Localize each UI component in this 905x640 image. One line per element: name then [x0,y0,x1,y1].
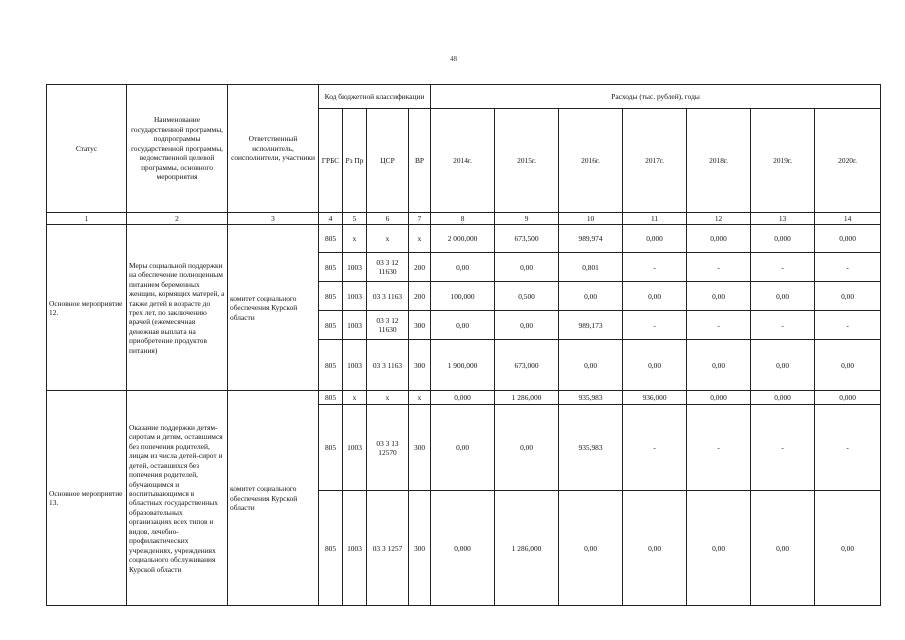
cell-value: 673,500 [495,225,559,253]
cell-value: 0,00 [559,491,623,606]
cell-csr: 03 3 1257 [367,491,409,606]
cell-value: - [623,253,687,282]
header-vr: ВР [409,109,431,213]
cell-value: 0,00 [623,282,687,311]
column-number: 3 [228,213,319,225]
header-budget-code: Код бюджетной классификации [319,85,431,109]
column-number-row [47,213,881,225]
header-row-1 [47,85,881,109]
column-number: 6 [367,213,409,225]
column-number: 10 [559,213,623,225]
measure-name: Оказание поддержки детям-сиротам и детям, оставшимся без попечения родителей, лицам из числа детей-сирот и детей, оставшихся без попечения родителей, обучающимся и воспитывающимся в областных государственных образовательных организациях всех типов и видов, лечебно-профилактических учреждениях, учреждениях социального обслуживания Курской области [127,391,228,606]
cell-value: 0,00 [687,340,751,391]
cell-value: 0,00 [751,491,815,606]
cell-value: 0,000 [751,391,815,405]
cell-value: 936,000 [623,391,687,405]
table-row [47,225,881,253]
column-number: 13 [751,213,815,225]
measure-status: Основное мероприятие 13. [47,391,127,606]
cell-rzpr: 1003 [343,405,367,491]
cell-grbs: 805 [319,391,343,405]
cell-grbs: 805 [319,491,343,606]
cell-value: - [751,405,815,491]
cell-value: 0,00 [815,491,881,606]
measure-responsible: комитет социального обеспечения Курской области [228,391,319,606]
cell-value: 100,000 [431,282,495,311]
cell-value: 0,00 [431,405,495,491]
cell-grbs: 805 [319,225,343,253]
cell-grbs: 805 [319,340,343,391]
cell-rzpr: 1003 [343,491,367,606]
cell-rzpr: 1003 [343,311,367,340]
cell-value: 935,983 [559,391,623,405]
cell-value: 0,000 [687,225,751,253]
cell-csr: 03 3 1163 [367,340,409,391]
cell-vr: 300 [409,311,431,340]
cell-vr: 300 [409,491,431,606]
cell-value: 0,00 [495,253,559,282]
column-number: 9 [495,213,559,225]
header-status: Статус [47,85,127,213]
header-year: 2020г. [815,109,881,213]
cell-csr: 03 3 12 11630 [367,311,409,340]
cell-value: 0,00 [495,311,559,340]
cell-grbs: 805 [319,253,343,282]
cell-value: 0,000 [815,225,881,253]
header-csr: ЦСР [367,109,409,213]
header-year: 2015г. [495,109,559,213]
cell-rzpr: 1003 [343,253,367,282]
cell-value: - [687,311,751,340]
cell-value: - [687,405,751,491]
cell-value: 0,00 [687,491,751,606]
cell-rzpr: 1003 [343,282,367,311]
cell-value: 673,000 [495,340,559,391]
header-year: 2014г. [431,109,495,213]
cell-value: 2 000,000 [431,225,495,253]
cell-value: 0,000 [431,391,495,405]
column-number: 8 [431,213,495,225]
cell-vr: 200 [409,253,431,282]
column-number: 12 [687,213,751,225]
cell-rzpr: х [343,225,367,253]
cell-rzpr: х [343,391,367,405]
header-year: 2016г. [559,109,623,213]
cell-value: - [623,405,687,491]
cell-value: 0,00 [559,282,623,311]
cell-csr: х [367,225,409,253]
header-expenses: Расходы (тыс. рублей), годы [431,85,881,109]
cell-value: 0,00 [431,253,495,282]
cell-value: 1 900,000 [431,340,495,391]
column-number: 4 [319,213,343,225]
header-year: 2019г. [751,109,815,213]
column-number: 7 [409,213,431,225]
header-rzpr: Рз Пр [343,109,367,213]
page-number: 48 [450,55,457,63]
cell-value: 989,974 [559,225,623,253]
cell-value: - [687,253,751,282]
cell-csr: 03 3 13 12570 [367,405,409,491]
cell-value: 0,00 [623,491,687,606]
header-year: 2017г. [623,109,687,213]
cell-vr: х [409,391,431,405]
cell-value: - [751,311,815,340]
cell-value: 0,000 [687,391,751,405]
cell-value: 1 286,000 [495,391,559,405]
cell-value: 0,500 [495,282,559,311]
cell-value: 1 286,000 [495,491,559,606]
column-number: 14 [815,213,881,225]
cell-value: 0,00 [431,311,495,340]
cell-value: 0,000 [815,391,881,405]
cell-csr: х [367,391,409,405]
cell-value: 0,00 [815,340,881,391]
column-number: 5 [343,213,367,225]
cell-value: 0,000 [623,225,687,253]
cell-rzpr: 1003 [343,340,367,391]
cell-value: 0,000 [751,225,815,253]
cell-value: 0,00 [751,340,815,391]
cell-value: - [815,311,881,340]
budget-table [46,84,881,606]
header-year: 2018г. [687,109,751,213]
cell-value: - [815,253,881,282]
cell-value: - [751,253,815,282]
cell-vr: 300 [409,405,431,491]
cell-grbs: 805 [319,405,343,491]
cell-value: 0,00 [559,340,623,391]
cell-value: 989,173 [559,311,623,340]
cell-value: - [815,405,881,491]
cell-vr: 200 [409,282,431,311]
cell-value: 0,00 [623,340,687,391]
header-responsible: Ответственный исполнитель, соисполнители, участники [228,85,319,213]
cell-value: 0,801 [559,253,623,282]
cell-vr: х [409,225,431,253]
cell-value: 0,000 [431,491,495,606]
header-grbs: ГРБС [319,109,343,213]
cell-csr: 03 3 1163 [367,282,409,311]
cell-value: - [623,311,687,340]
column-number: 11 [623,213,687,225]
cell-grbs: 805 [319,311,343,340]
measure-status: Основное мероприятие 12. [47,225,127,391]
measure-responsible: комитет социального обеспечения Курской области [228,225,319,391]
column-number: 2 [127,213,228,225]
table-row [47,391,881,405]
cell-vr: 300 [409,340,431,391]
measure-name: Меры социальной поддержки на обеспечение полноценным питанием беременных женщин, кормящих матерей, а также детей в возрасте до трех лет, по заключению врачей (ежемесячная денежная выплата на приобретение продуктов питания) [127,225,228,391]
cell-grbs: 805 [319,282,343,311]
cell-value: 935,983 [559,405,623,491]
cell-value: 0,00 [495,405,559,491]
cell-value: 0,00 [815,282,881,311]
cell-value: 0,00 [687,282,751,311]
cell-value: 0,00 [751,282,815,311]
cell-csr: 03 3 12 11630 [367,253,409,282]
header-program-name: Наименование государственной программы, подпрограммы государственной программы, ведомственной целевой программы, основного мероприятия [127,85,228,213]
column-number: 1 [47,213,127,225]
